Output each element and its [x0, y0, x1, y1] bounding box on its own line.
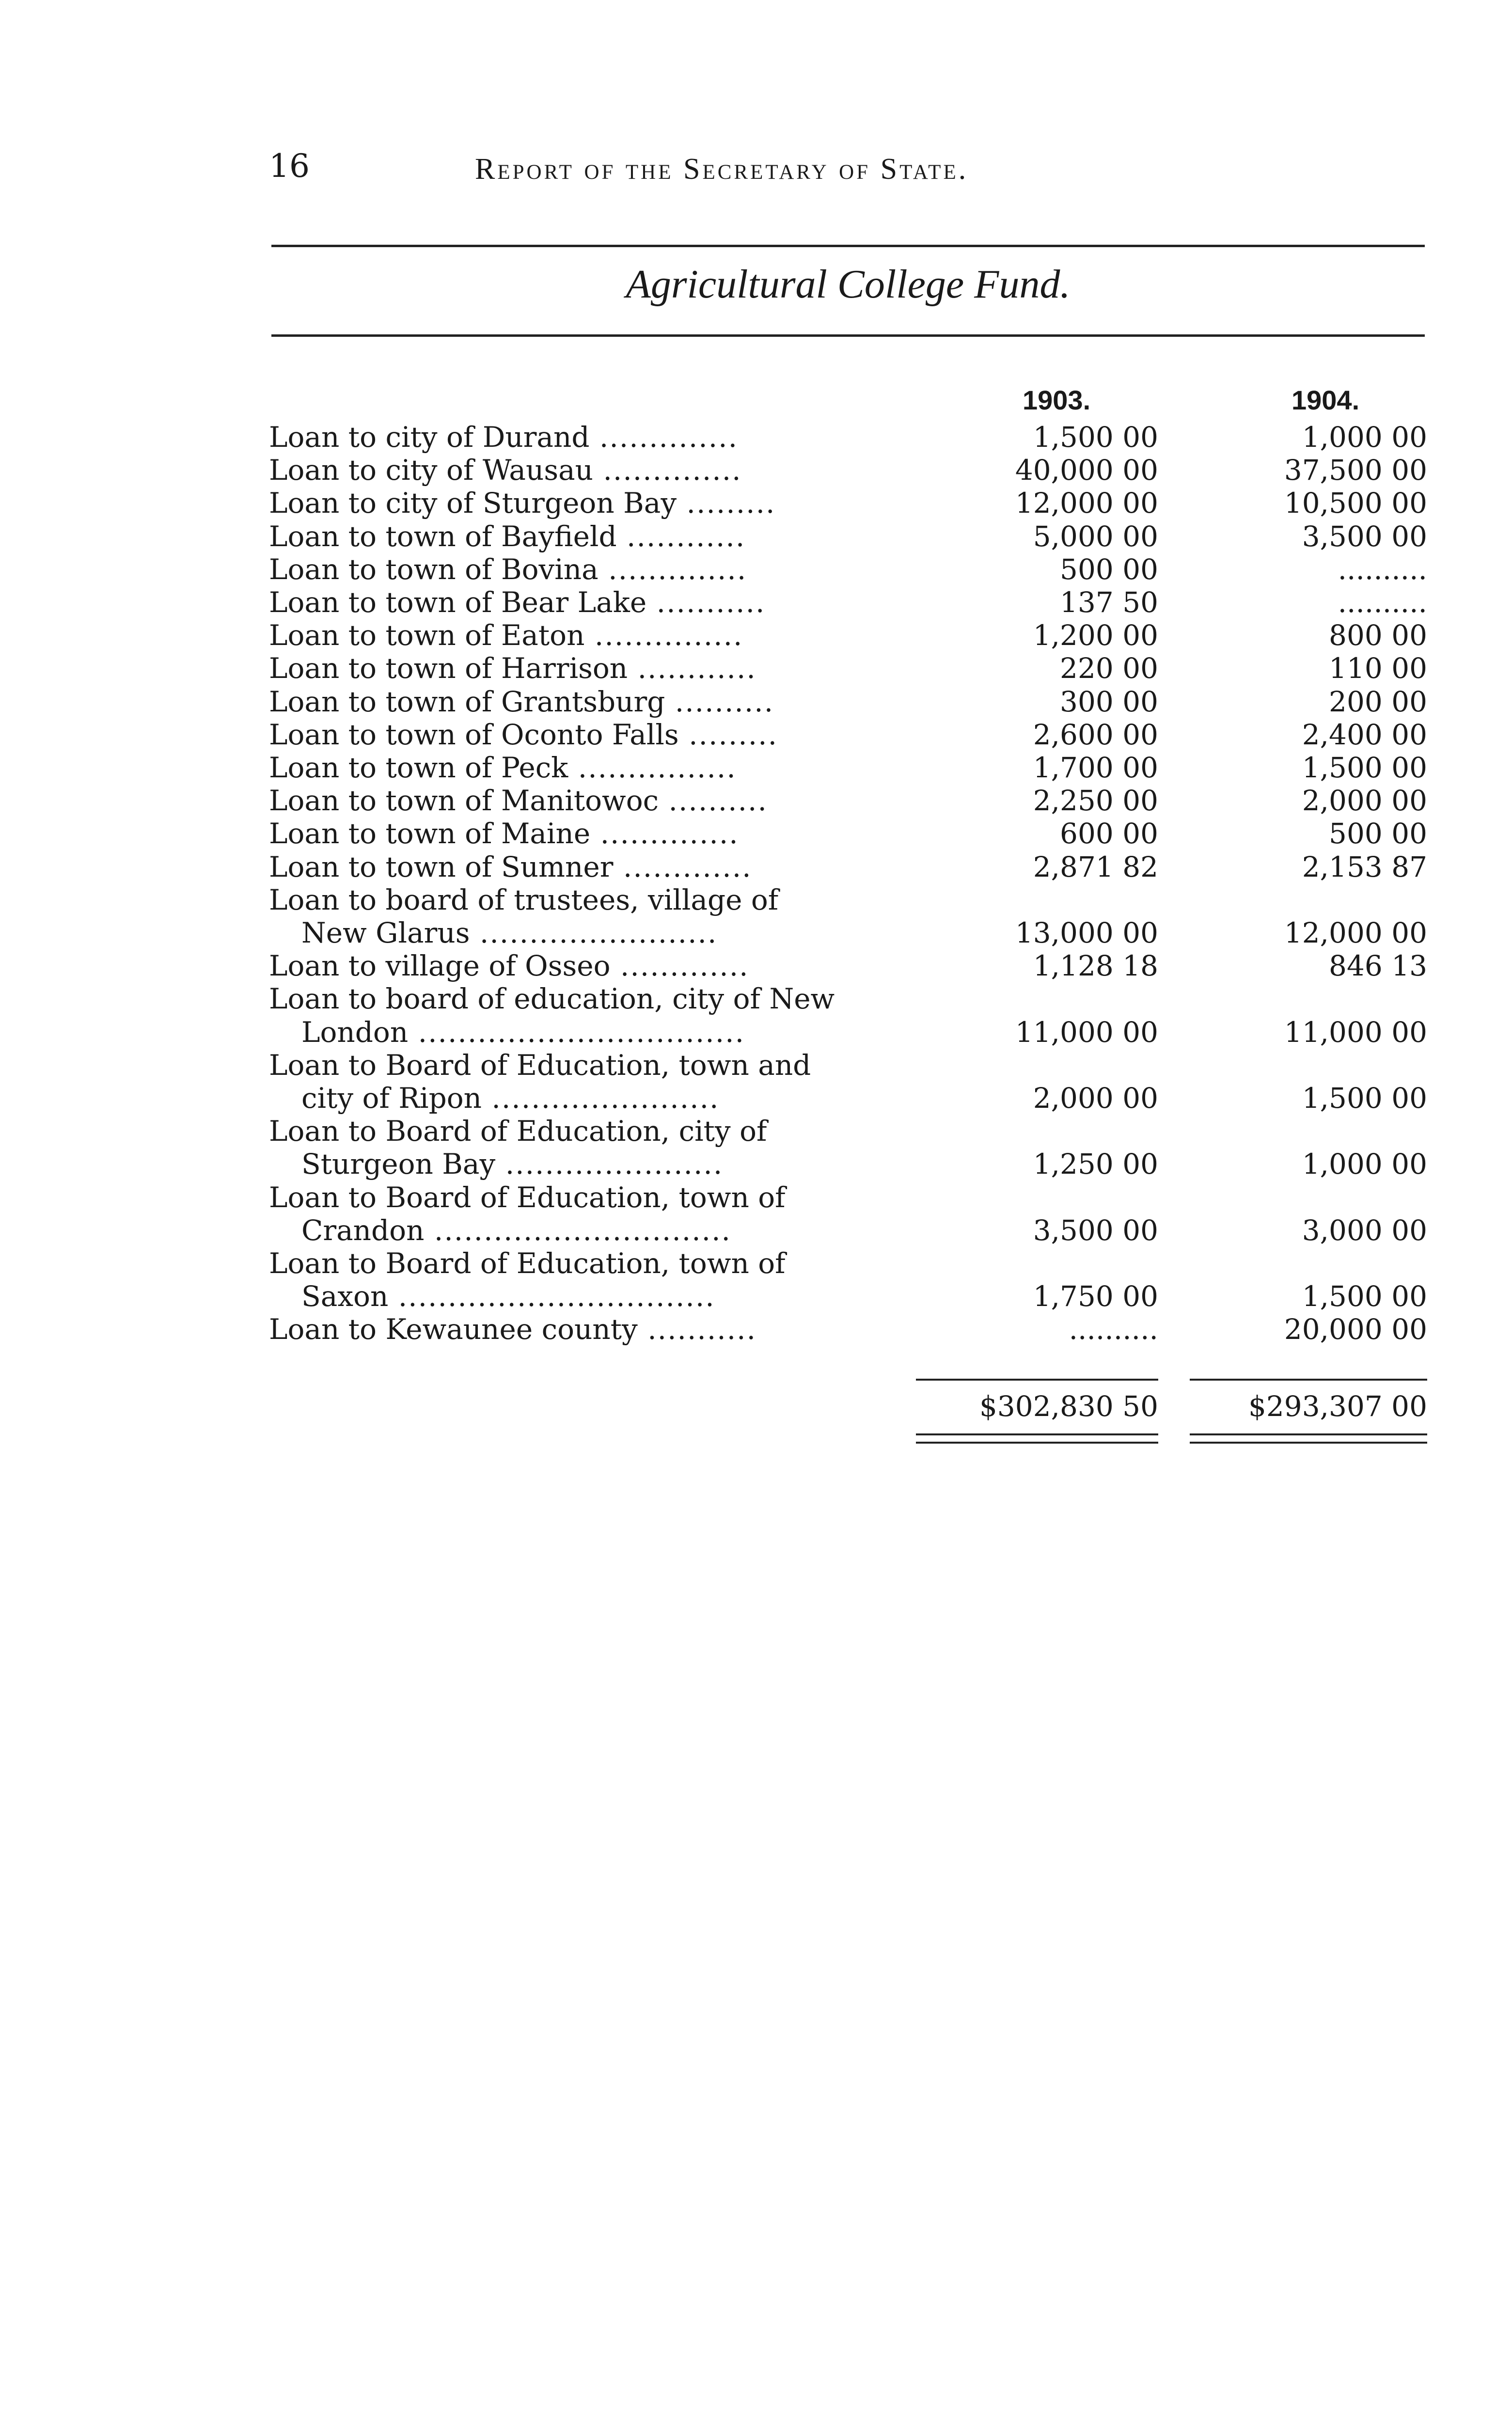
table-row: [0, 784, 1512, 817]
value-1904: 37,500 00: [1284, 454, 1427, 487]
value-1904: 500 00: [1329, 817, 1427, 850]
value-1903: 40,000 00: [1015, 454, 1158, 487]
row-label: [269, 1247, 918, 1280]
row-label-text: Loan to town of Sumner: [269, 850, 614, 883]
top-rule: [271, 245, 1425, 247]
leader-dots: ................: [568, 751, 737, 784]
table-row: [0, 850, 1512, 883]
value-1903: 300 00: [1060, 685, 1158, 718]
row-label-text: Loan to Board of Education, town of: [269, 1180, 786, 1214]
row-label: [269, 949, 918, 982]
row-label: [269, 619, 918, 652]
leader-dots: .............: [613, 850, 752, 883]
table-row: [0, 751, 1512, 784]
table-row: [0, 718, 1512, 751]
table-row: [0, 982, 1512, 1015]
row-label: [269, 883, 918, 916]
table-row: [0, 619, 1512, 652]
row-label: [269, 685, 918, 718]
table-row: [0, 1049, 1512, 1082]
total-1904: $293,307 00: [1248, 1390, 1427, 1423]
table-row: [0, 916, 1512, 949]
table-row: [0, 1214, 1512, 1247]
row-label-text: Loan to city of Durand: [269, 421, 590, 454]
leader-dots: ..............: [589, 421, 739, 454]
table-row: [0, 1247, 1512, 1280]
value-1903: 1,200 00: [1033, 619, 1158, 652]
value-1904: 12,000 00: [1284, 916, 1427, 949]
row-label-text: Loan to town of Oconto Falls: [269, 718, 679, 751]
page-number: 16: [269, 147, 310, 185]
value-1903: 1,250 00: [1033, 1148, 1158, 1181]
value-1903: 11,000 00: [1015, 1015, 1158, 1049]
row-label: [269, 817, 918, 850]
value-1903: 220 00: [1060, 652, 1158, 685]
value-1903: 600 00: [1060, 817, 1158, 850]
row-label-text: Loan to city of Wausau: [269, 454, 594, 487]
table-row: [0, 1016, 1512, 1049]
value-1904: 1,500 00: [1302, 1082, 1427, 1115]
row-label-text: Loan to town of Eaton: [269, 619, 585, 652]
row-label: [269, 850, 918, 883]
leader-dots: .................................: [408, 1015, 745, 1049]
table-row: [0, 1313, 1512, 1346]
title-rule: [271, 334, 1425, 337]
row-label: [269, 1115, 918, 1148]
value-1904: 11,000 00: [1284, 1015, 1427, 1049]
table-row: [0, 883, 1512, 916]
row-label: [269, 1049, 918, 1082]
total-1903: $302,830 50: [979, 1390, 1158, 1423]
row-label: [269, 586, 918, 619]
row-label-text: Loan to town of Maine: [269, 817, 591, 850]
row-label: [269, 982, 918, 1015]
row-label: [269, 784, 918, 817]
row-label-text: Loan to village of Osseo: [269, 949, 611, 983]
double-rule-1903-lower: [916, 1442, 1158, 1444]
row-label-text: Loan to town of Peck: [269, 751, 568, 784]
leader-dots: ............: [628, 652, 756, 685]
leader-dots: .........: [677, 487, 776, 520]
row-label: [269, 751, 918, 784]
value-1903: 2,600 00: [1033, 718, 1158, 751]
row-label-text: Loan to Kewaunee county: [269, 1313, 638, 1346]
double-rule-1904: [1190, 1433, 1427, 1435]
value-1904: 2,000 00: [1302, 784, 1427, 818]
value-1904: 1,500 00: [1302, 751, 1427, 784]
row-label: [301, 916, 918, 949]
table-row: [0, 454, 1512, 487]
table-row: [0, 817, 1512, 850]
row-label: [269, 718, 918, 751]
row-label: [269, 553, 918, 586]
table-row: [0, 1280, 1512, 1313]
value-1904: 110 00: [1329, 652, 1427, 685]
table-row: [0, 487, 1512, 519]
value-1904: 2,153 87: [1302, 850, 1427, 883]
row-label-text: Loan to Board of Education, town and: [269, 1048, 811, 1082]
row-label: [301, 1148, 918, 1180]
leader-dots: .......................: [482, 1082, 720, 1115]
value-1904: 20,000 00: [1284, 1313, 1427, 1346]
row-label: [301, 1016, 918, 1049]
table-row: [0, 1148, 1512, 1180]
value-1903: 1,700 00: [1033, 751, 1158, 784]
row-label-text: Loan to board of trustees, village of: [269, 883, 779, 916]
row-label: [269, 454, 918, 487]
double-rule-1903: [916, 1433, 1158, 1435]
leader-dots: ......................: [495, 1148, 724, 1181]
row-label: [301, 1082, 918, 1115]
value-1903: 137 50: [1060, 586, 1158, 619]
sum-rule-1904: [1190, 1379, 1427, 1381]
table-row: [0, 1115, 1512, 1148]
table-row: [0, 949, 1512, 982]
value-1904: 3,500 00: [1302, 519, 1427, 553]
row-label-text: Loan to Board of Education, town of: [269, 1247, 786, 1280]
value-1903: 13,000 00: [1015, 916, 1158, 949]
leader-dots: ...........: [646, 586, 766, 619]
row-label: [269, 487, 918, 519]
row-label-text: Loan to town of Harrison: [269, 652, 628, 685]
section-title: Agricultural College Fund.: [626, 262, 1071, 307]
sum-rule-1903: [916, 1379, 1158, 1381]
table-row: [0, 421, 1512, 454]
table-row: [0, 586, 1512, 619]
value-1903: 12,000 00: [1015, 487, 1158, 520]
row-label-text: Loan to town of Bayfield: [269, 519, 617, 553]
value-1904: 200 00: [1329, 685, 1427, 718]
value-1903: ..........: [1069, 1313, 1158, 1346]
leader-dots: ..............................: [424, 1213, 731, 1247]
leader-dots: ........................: [470, 916, 718, 949]
row-label-text: Saxon: [301, 1280, 389, 1313]
leader-dots: ............: [616, 519, 746, 553]
leader-dots: ..............: [598, 552, 747, 586]
row-label-text: Loan to city of Sturgeon Bay: [269, 487, 677, 520]
row-label-text: Sturgeon Bay: [301, 1148, 496, 1181]
row-label: [269, 421, 918, 454]
leader-dots: ..........: [665, 685, 774, 718]
value-1903: 2,000 00: [1033, 1082, 1158, 1115]
column-head-1904: 1904.: [1292, 385, 1360, 415]
leader-dots: ..............: [593, 454, 742, 487]
row-label-text: New Glarus: [301, 916, 470, 949]
value-1904: ..........: [1338, 586, 1427, 619]
table-row: [0, 1082, 1512, 1115]
row-label: [301, 1214, 918, 1247]
value-1903: 2,871 82: [1033, 850, 1158, 883]
value-1904: 1,000 00: [1302, 421, 1427, 454]
value-1904: 846 13: [1329, 949, 1427, 983]
row-label-text: London: [301, 1015, 409, 1049]
leader-dots: .............: [610, 949, 749, 983]
table-row: [0, 1181, 1512, 1214]
value-1903: 1,750 00: [1033, 1280, 1158, 1313]
leader-dots: ................................: [388, 1280, 715, 1313]
value-1903: 3,500 00: [1033, 1213, 1158, 1247]
double-rule-1904-lower: [1190, 1442, 1427, 1444]
value-1903: 1,128 18: [1033, 949, 1158, 983]
value-1903: 1,500 00: [1033, 421, 1158, 454]
row-label-text: Loan to board of education, city of New: [269, 982, 835, 1016]
row-label-text: Loan to Board of Education, city of: [269, 1115, 767, 1148]
value-1904: 3,000 00: [1302, 1213, 1427, 1247]
table-row: [0, 553, 1512, 586]
row-label-text: Loan to town of Grantsburg: [269, 685, 665, 718]
row-label: [269, 652, 918, 685]
leader-dots: ...........: [637, 1313, 757, 1346]
leader-dots: .........: [678, 718, 778, 751]
row-label-text: city of Ripon: [301, 1082, 482, 1115]
value-1904: 1,000 00: [1302, 1148, 1427, 1181]
row-label-text: Crandon: [301, 1213, 425, 1247]
row-label: [269, 1313, 918, 1346]
row-label-text: Loan to town of Bovina: [269, 552, 598, 586]
table-row: [0, 652, 1512, 685]
column-head-1903: 1903.: [1023, 385, 1091, 415]
row-label: [269, 520, 918, 553]
row-label-text: Loan to town of Bear Lake: [269, 586, 647, 619]
value-1904: 2,400 00: [1302, 718, 1427, 751]
value-1903: 500 00: [1060, 552, 1158, 586]
leader-dots: ..........: [659, 784, 768, 818]
row-label-text: Loan to town of Manitowoc: [269, 784, 659, 818]
value-1904: 800 00: [1329, 619, 1427, 652]
table-row: [0, 685, 1512, 718]
row-label: [301, 1280, 918, 1313]
leader-dots: ...............: [584, 619, 743, 652]
table-row: [0, 520, 1512, 553]
value-1903: 2,250 00: [1033, 784, 1158, 818]
running-head: Report of the Secretary of State.: [475, 153, 969, 186]
leader-dots: ..............: [590, 817, 739, 850]
value-1904: 1,500 00: [1302, 1280, 1427, 1313]
value-1904: 10,500 00: [1284, 487, 1427, 520]
value-1903: 5,000 00: [1033, 519, 1158, 553]
value-1904: ..........: [1338, 552, 1427, 586]
row-label: [269, 1181, 918, 1214]
